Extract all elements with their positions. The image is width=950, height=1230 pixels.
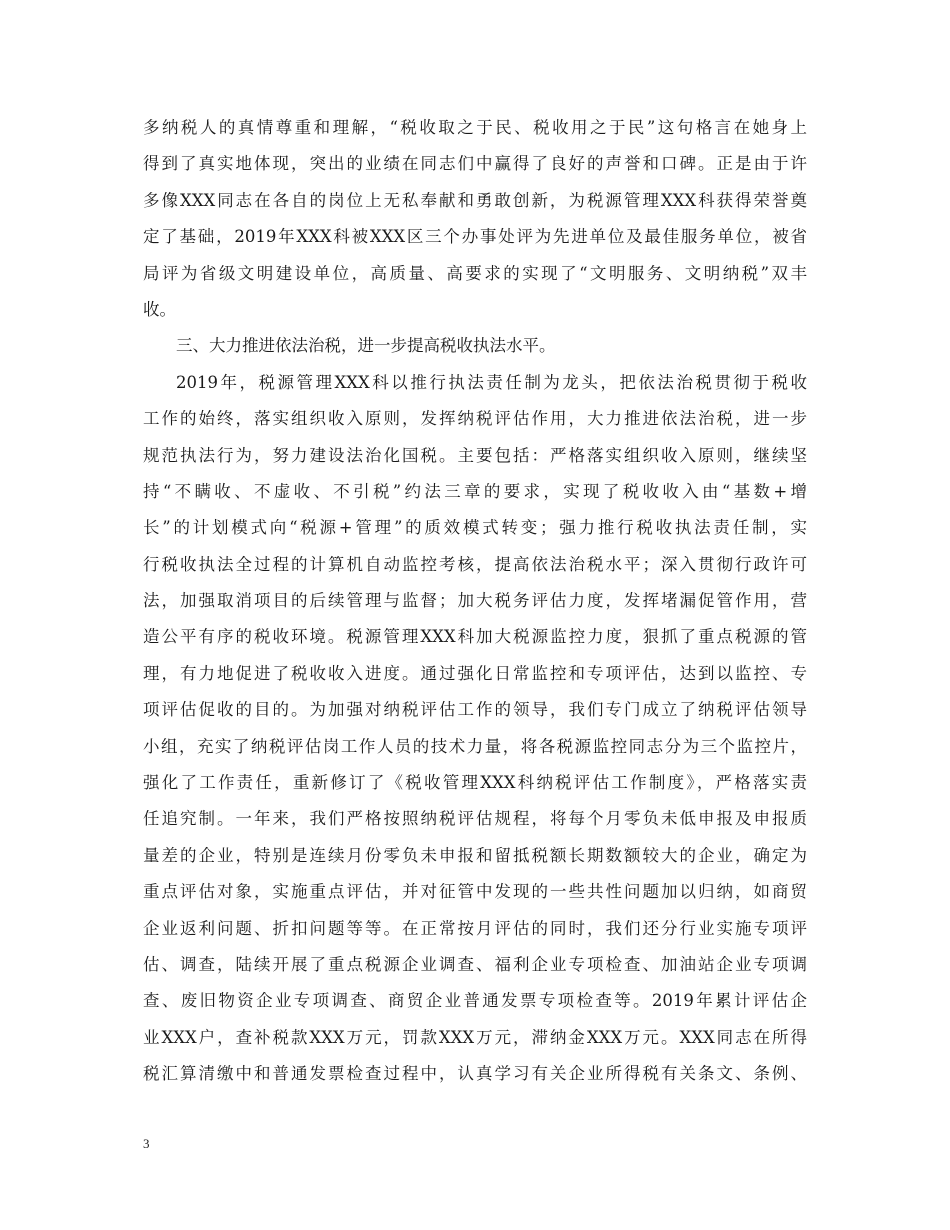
text-line: 工作的始终，落实组织收入原则，发挥纳税评估作用，大力推进依法治税，进一步 (143, 409, 807, 429)
text-line: 理，有力地促进了税收收入进度。通过强化日常监控和专项评估，达到以监控、专 (143, 663, 807, 683)
text-line: 行税收执法全过程的计算机自动监控考核，提高依法治税水平；深入贯彻行政许可 (143, 554, 807, 574)
page-number: 3 (143, 1136, 150, 1151)
text-line: 三、大力推进依法治税，进一步提高税收执法水平。 (176, 336, 556, 356)
text-line: 规范执法行为，努力建设法治化国税。主要包括：严格落实组织收入原则，继续坚 (143, 445, 807, 465)
text-line: 小组，充实了纳税评估岗工作人员的技术力量，将各税源监控同志分为三个监控片， (143, 736, 807, 756)
text-line: 法，加强取消项目的后续管理与监督；加大税务评估力度，发挥堵漏促管作用，营 (143, 591, 807, 611)
text-line: 强化了工作责任，重新修订了《税收管理XXX科纳税评估工作制度》，严格落实责 (143, 773, 807, 793)
text-line: 造公平有序的税收环境。税源管理XXX科加大税源监控力度，狠抓了重点税源的管 (143, 627, 807, 647)
text-line: 重点评估对象，实施重点评估，并对征管中发现的一些共性问题加以归纳，如商贸 (143, 882, 807, 902)
text-line: 税汇算清缴中和普通发票检查过程中，认真学习有关企业所得税有关条文、条例、 (143, 1064, 807, 1084)
text-line: 估、调查，陆续开展了重点税源企业调查、福利企业专项检查、加油站企业专项调 (143, 954, 807, 974)
text-line: 业XXX户，查补税款XXX万元，罚款XXX万元，滞纳金XXX万元。XXX同志在所得 (143, 1027, 807, 1047)
text-line: 多纳税人的真情尊重和理解，“税收取之于民、税收用之于民”这句格言在她身上 (143, 118, 807, 137)
text-line: 得到了真实地体现，突出的业绩在同志们中赢得了良好的声誉和口碑。正是由于许 (143, 154, 807, 174)
body-text (143, 110, 807, 1093)
text-line: 任追究制。一年来，我们严格按照纳税评估规程，将每个月零负未低申报及申报质 (143, 809, 807, 829)
text-line: 2019年，税源管理XXX科以推行执法责任制为龙头，把依法治税贯彻于税收 (176, 372, 807, 392)
text-line: 长”的计划模式向“税源+管理”的质效模式转变；强力推行税收执法责任制，实 (143, 518, 807, 538)
text-line: 收。 (143, 299, 176, 319)
text-line: 多像XXX同志在各自的岗位上无私奉献和勇敢创新，为税源管理XXX科获得荣誉奠 (143, 190, 807, 210)
text-line: 查、废旧物资企业专项调查、商贸企业普通发票专项检查等。2019年累计评估企 (143, 991, 807, 1011)
text-line: 持“不瞒收、不虚收、不引税”约法三章的要求，实现了税收收入由“基数+增 (143, 481, 807, 501)
text-line: 定了基础，2019年XXX科被XXX区三个办事处评为先进单位及最佳服务单位，被省 (143, 227, 807, 247)
text-line: 企业返利问题、折扣问题等等。在正常按月评估的同时，我们还分行业实施专项评 (143, 918, 807, 938)
text-line: 量差的企业，特别是连续月份零负未申报和留抵税额长期数额较大的企业，确定为 (143, 845, 807, 865)
text-line: 局评为省级文明建设单位，高质量、高要求的实现了“文明服务、文明纳税”双丰 (143, 263, 807, 283)
text-line: 项评估促收的目的。为加强对纳税评估工作的领导，我们专门成立了纳税评估领导 (143, 700, 807, 720)
